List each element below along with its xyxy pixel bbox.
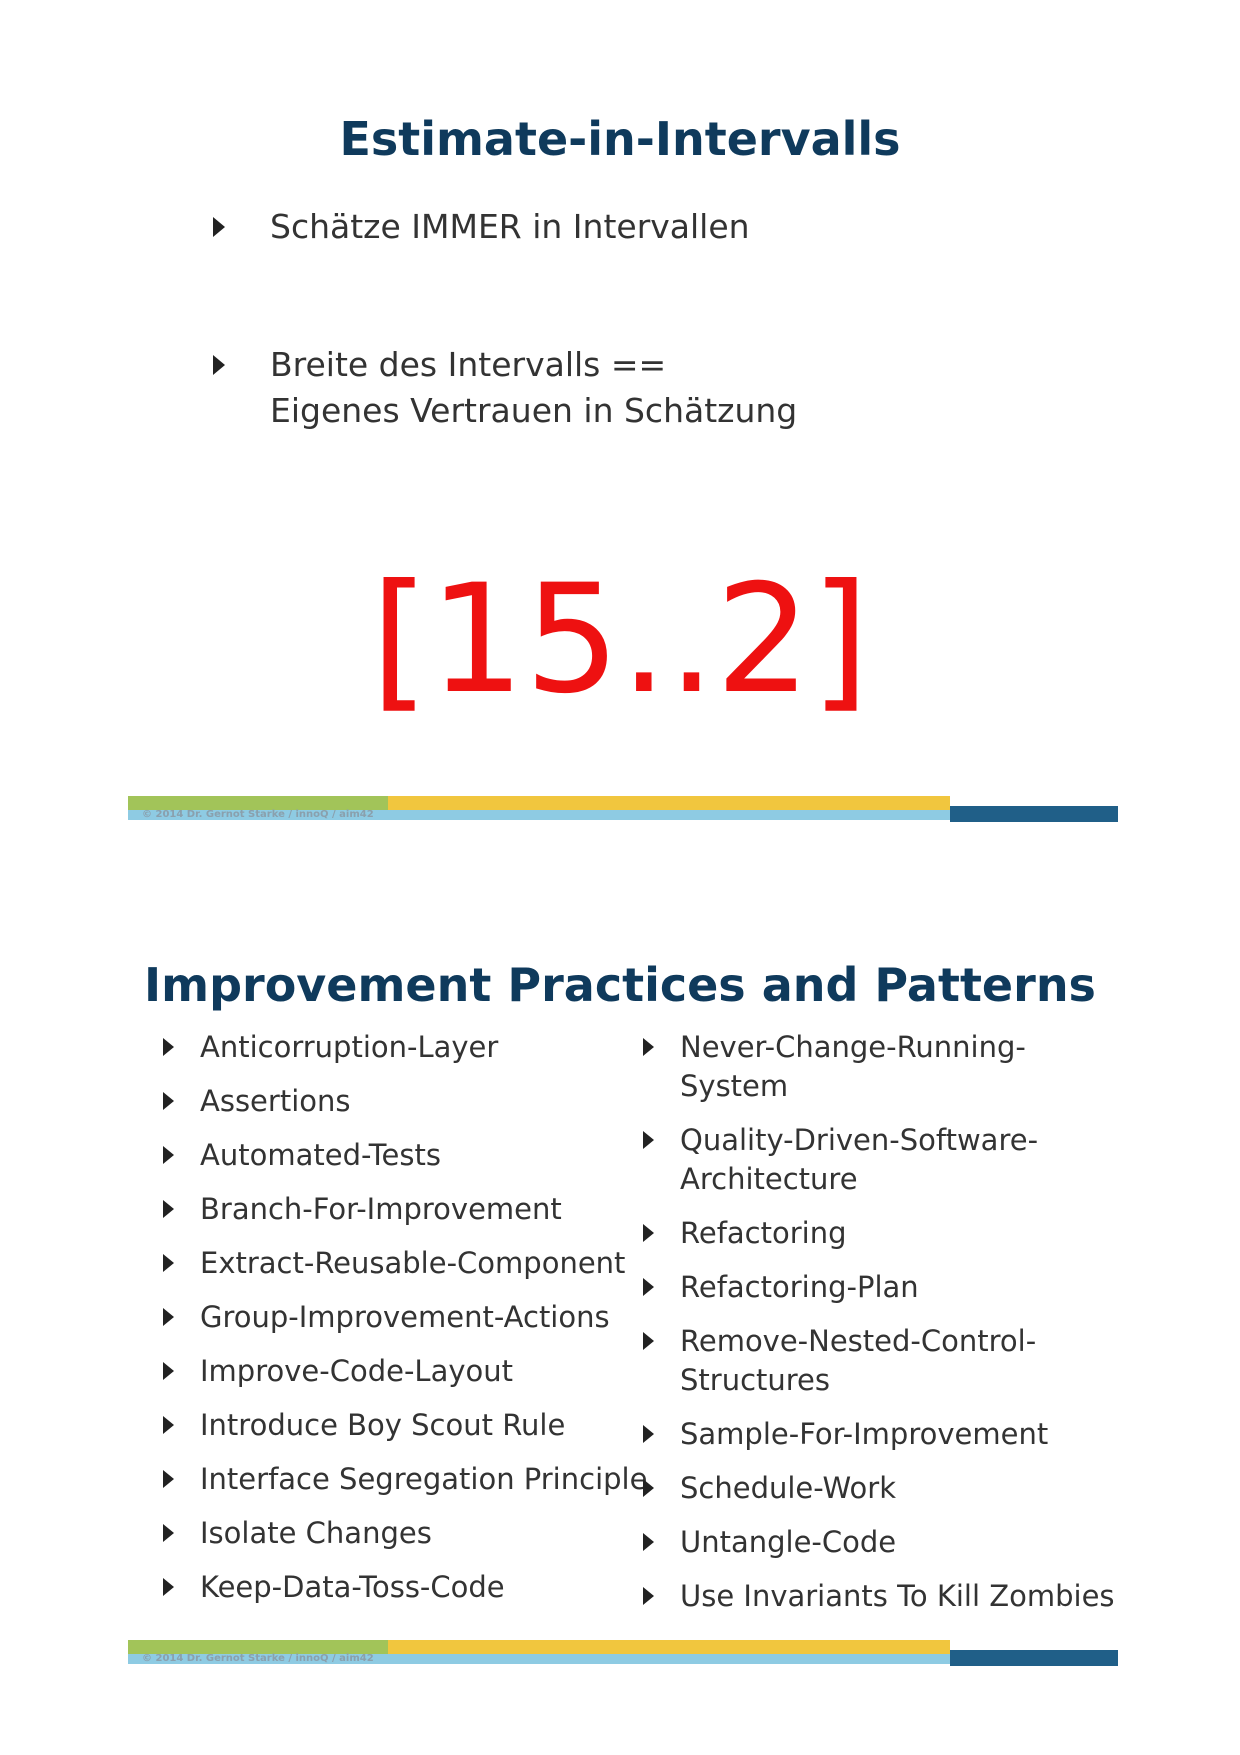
practice-item [646,1268,1115,1307]
bullet-triangle-icon [643,1332,654,1350]
bullet-triangle-icon [163,1524,174,1542]
slide-title: Estimate-in-Intervalls [339,112,901,166]
practice-item [166,1244,647,1283]
practice-label: Isolate Changes [200,1516,432,1550]
copyright-text: © 2014 Dr. Gernot Starke / innoQ / aim42 [142,809,374,820]
bar-segment-dark-blue [950,806,1118,822]
practice-label: Assertions [200,1084,351,1118]
practice-label: Interface Segregation Principle [200,1462,648,1496]
bullet-triangle-icon [163,1038,174,1056]
bullet-triangle-icon [643,1131,654,1149]
copyright-text: © 2014 Dr. Gernot Starke / innoQ / aim42 [142,1653,374,1664]
practice-item [646,1577,1115,1616]
bullet-triangle-icon [163,1362,174,1380]
practice-label: Use Invariants To Kill Zombies [680,1579,1115,1613]
bullet-triangle-icon [643,1425,654,1443]
practice-label: Schedule-Work [680,1471,896,1505]
bullet-triangle-icon [643,1278,654,1296]
bullet-triangle-icon [163,1254,174,1272]
bullet-triangle-icon [163,1470,174,1488]
bullet-item [270,342,797,434]
practice-item [166,1460,647,1499]
practice-label: Automated-Tests [200,1138,441,1172]
bullet-triangle-icon [213,355,225,375]
practice-item [646,1415,1115,1454]
practice-item [646,1214,1115,1253]
practice-item [166,1298,647,1337]
practices-list-right [646,1028,1115,1631]
practice-label: Sample-For-Improvement [680,1417,1049,1451]
bullet-triangle-icon [643,1533,654,1551]
practice-label: Refactoring [680,1216,847,1250]
practice-item [166,1514,647,1553]
practice-item [646,1469,1115,1508]
bullet-triangle-icon [163,1146,174,1164]
footer-color-bar [128,796,1118,826]
interval-example: [15..2] [370,553,870,727]
bar-segment-dark-blue [950,1650,1118,1666]
practice-label: Improve-Code-Layout [200,1354,513,1388]
practice-item [646,1121,1115,1199]
practice-item [166,1406,647,1445]
bullet-text: Schätze IMMER in Intervallen [270,207,750,246]
practice-item [166,1136,647,1175]
practice-label: Branch-For-Improvement [200,1192,562,1226]
bullet-triangle-icon [213,217,225,237]
practice-label: Remove-Nested-Control- Structures [680,1324,1037,1397]
bullet-triangle-icon [163,1092,174,1110]
bullet-triangle-icon [643,1587,654,1605]
bullet-triangle-icon [643,1479,654,1497]
practice-label: Untangle-Code [680,1525,897,1559]
practice-item [166,1352,647,1391]
footer-color-bar [128,1640,1118,1670]
practices-list-left [166,1028,647,1622]
practice-label: Quality-Driven-Software- Architecture [680,1123,1039,1196]
practice-label: Extract-Reusable-Component [200,1246,626,1280]
slide-title: Improvement Practices and Patterns [144,958,1096,1012]
practice-item [166,1082,647,1121]
bullet-triangle-icon [643,1038,654,1056]
slide-estimate-in-intervalls [0,0,1240,840]
slide-improvement-practices [0,840,1240,1755]
practice-label: Refactoring-Plan [680,1270,919,1304]
bar-segment-yellow [388,796,950,810]
practice-label: Anticorruption-Layer [200,1030,499,1064]
practice-item [166,1190,647,1229]
practice-item [166,1028,647,1067]
bar-segment-yellow [388,1640,950,1654]
practice-item [646,1028,1115,1106]
practice-label: Keep-Data-Toss-Code [200,1570,505,1604]
bullet-triangle-icon [163,1578,174,1596]
practice-item [646,1523,1115,1562]
practice-item [646,1322,1115,1400]
bullet-triangle-icon [163,1416,174,1434]
practice-label: Never-Change-Running- System [680,1030,1026,1103]
bullet-triangle-icon [643,1224,654,1242]
practice-label: Group-Improvement-Actions [200,1300,610,1334]
bullet-item [270,204,750,250]
bullet-text: Breite des Intervalls == Eigenes Vertrauen in Schätzung [270,345,798,430]
bullet-triangle-icon [163,1308,174,1326]
practice-item [166,1568,647,1607]
bullet-triangle-icon [163,1200,174,1218]
practice-label: Introduce Boy Scout Rule [200,1408,566,1442]
